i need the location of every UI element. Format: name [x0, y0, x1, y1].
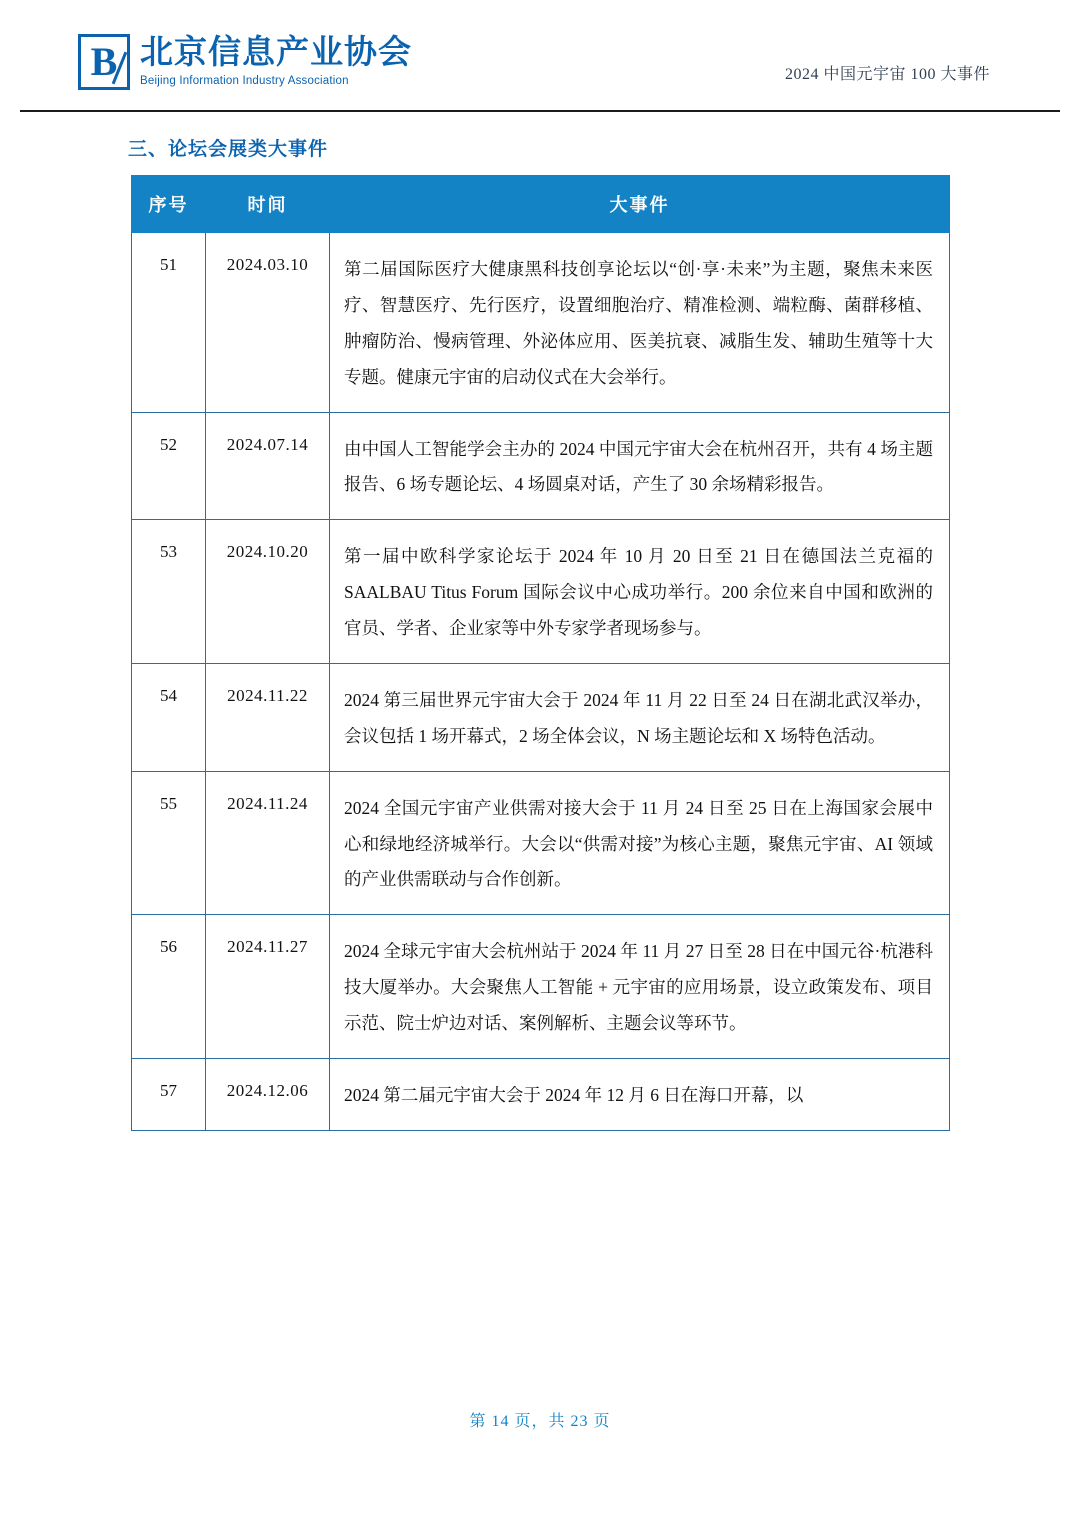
- column-header-date: 时间: [206, 176, 330, 233]
- cell-date: 2024.12.06: [206, 1058, 330, 1130]
- cell-index: 51: [132, 233, 206, 413]
- column-header-event: 大事件: [330, 176, 950, 233]
- cell-date: 2024.10.20: [206, 520, 330, 664]
- table-row: [132, 771, 950, 915]
- page-header: [0, 0, 1080, 112]
- table-row: [132, 663, 950, 771]
- cell-event: 2024 全球元宇宙大会杭州站于 2024 年 11 月 27 日至 28 日在中国元谷·杭港科技大厦举办。大会聚焦人工智能 + 元宇宙的应用场景，设立政策发布、项目示范、院士炉边对话、案例解析、主题会议等环节。: [330, 915, 950, 1059]
- cell-event: 第二届国际医疗大健康黑科技创享论坛以“创·享·未来”为主题，聚焦未来医疗、智慧医疗、先行医疗，设置细胞治疗、精准检测、端粒酶、菌群移植、肿瘤防治、慢病管理、外泌体应用、医美抗衰、减脂生发、辅助生殖等十大专题。健康元宇宙的启动仪式在大会举行。: [330, 233, 950, 413]
- section-heading: 三、论坛会展类大事件: [128, 139, 329, 160]
- events-table-wrapper: [131, 175, 949, 1131]
- cell-date: 2024.03.10: [206, 233, 330, 413]
- cell-event: 2024 全国元宇宙产业供需对接大会于 11 月 24 日至 25 日在上海国家会展中心和绿地经济城举行。大会以“供需对接”为核心主题，聚焦元宇宙、AI 领域的产业供需联动与合作创新。: [330, 771, 950, 915]
- table-row: [132, 412, 950, 520]
- table-row: [132, 520, 950, 664]
- org-name-cn: 北京信息产业协会: [140, 33, 412, 70]
- cell-index: 56: [132, 915, 206, 1059]
- cell-event: 由中国人工智能学会主办的 2024 中国元宇宙大会在杭州召开，共有 4 场主题报告、6 场专题论坛、4 场圆桌对话，产生了 30 余场精彩报告。: [330, 412, 950, 520]
- table-row: [132, 1058, 950, 1130]
- cell-event: 第一届中欧科学家论坛于 2024 年 10 月 20 日至 21 日在德国法兰克福的 SAALBAU Titus Forum 国际会议中心成功举行。200 余位来自中国和欧洲的官员、学者、企业家等中外专家学者现场参与。: [330, 520, 950, 664]
- table-header-row: [132, 176, 950, 233]
- cell-index: 55: [132, 771, 206, 915]
- org-name-en: Beijing Information Industry Association: [140, 75, 349, 87]
- cell-date: 2024.07.14: [206, 412, 330, 520]
- cell-event: 2024 第二届元宇宙大会于 2024 年 12 月 6 日在海口开幕，以: [330, 1058, 950, 1130]
- table-row: [132, 915, 950, 1059]
- cell-index: 57: [132, 1058, 206, 1130]
- events-table: [131, 175, 950, 1131]
- cell-index: 54: [132, 663, 206, 771]
- page-footer: 第 14 页，共 23 页: [469, 1413, 611, 1430]
- cell-index: 53: [132, 520, 206, 664]
- table-row: [132, 233, 950, 413]
- cell-date: 2024.11.24: [206, 771, 330, 915]
- cell-event: 2024 第三届世界元宇宙大会于 2024 年 11 月 22 日至 24 日在湖北武汉举办，会议包括 1 场开幕式，2 场全体会议，N 场主题论坛和 X 场特色活动。: [330, 663, 950, 771]
- cell-date: 2024.11.27: [206, 915, 330, 1059]
- document-title: 2024 中国元宇宙 100 大事件: [784, 66, 990, 83]
- association-logo: [78, 34, 412, 90]
- logo-mark-icon: [78, 34, 130, 90]
- cell-index: 52: [132, 412, 206, 520]
- header-divider: [20, 110, 1060, 112]
- column-header-index: 序号: [132, 176, 206, 233]
- logo-letter: B: [90, 39, 118, 84]
- cell-date: 2024.11.22: [206, 663, 330, 771]
